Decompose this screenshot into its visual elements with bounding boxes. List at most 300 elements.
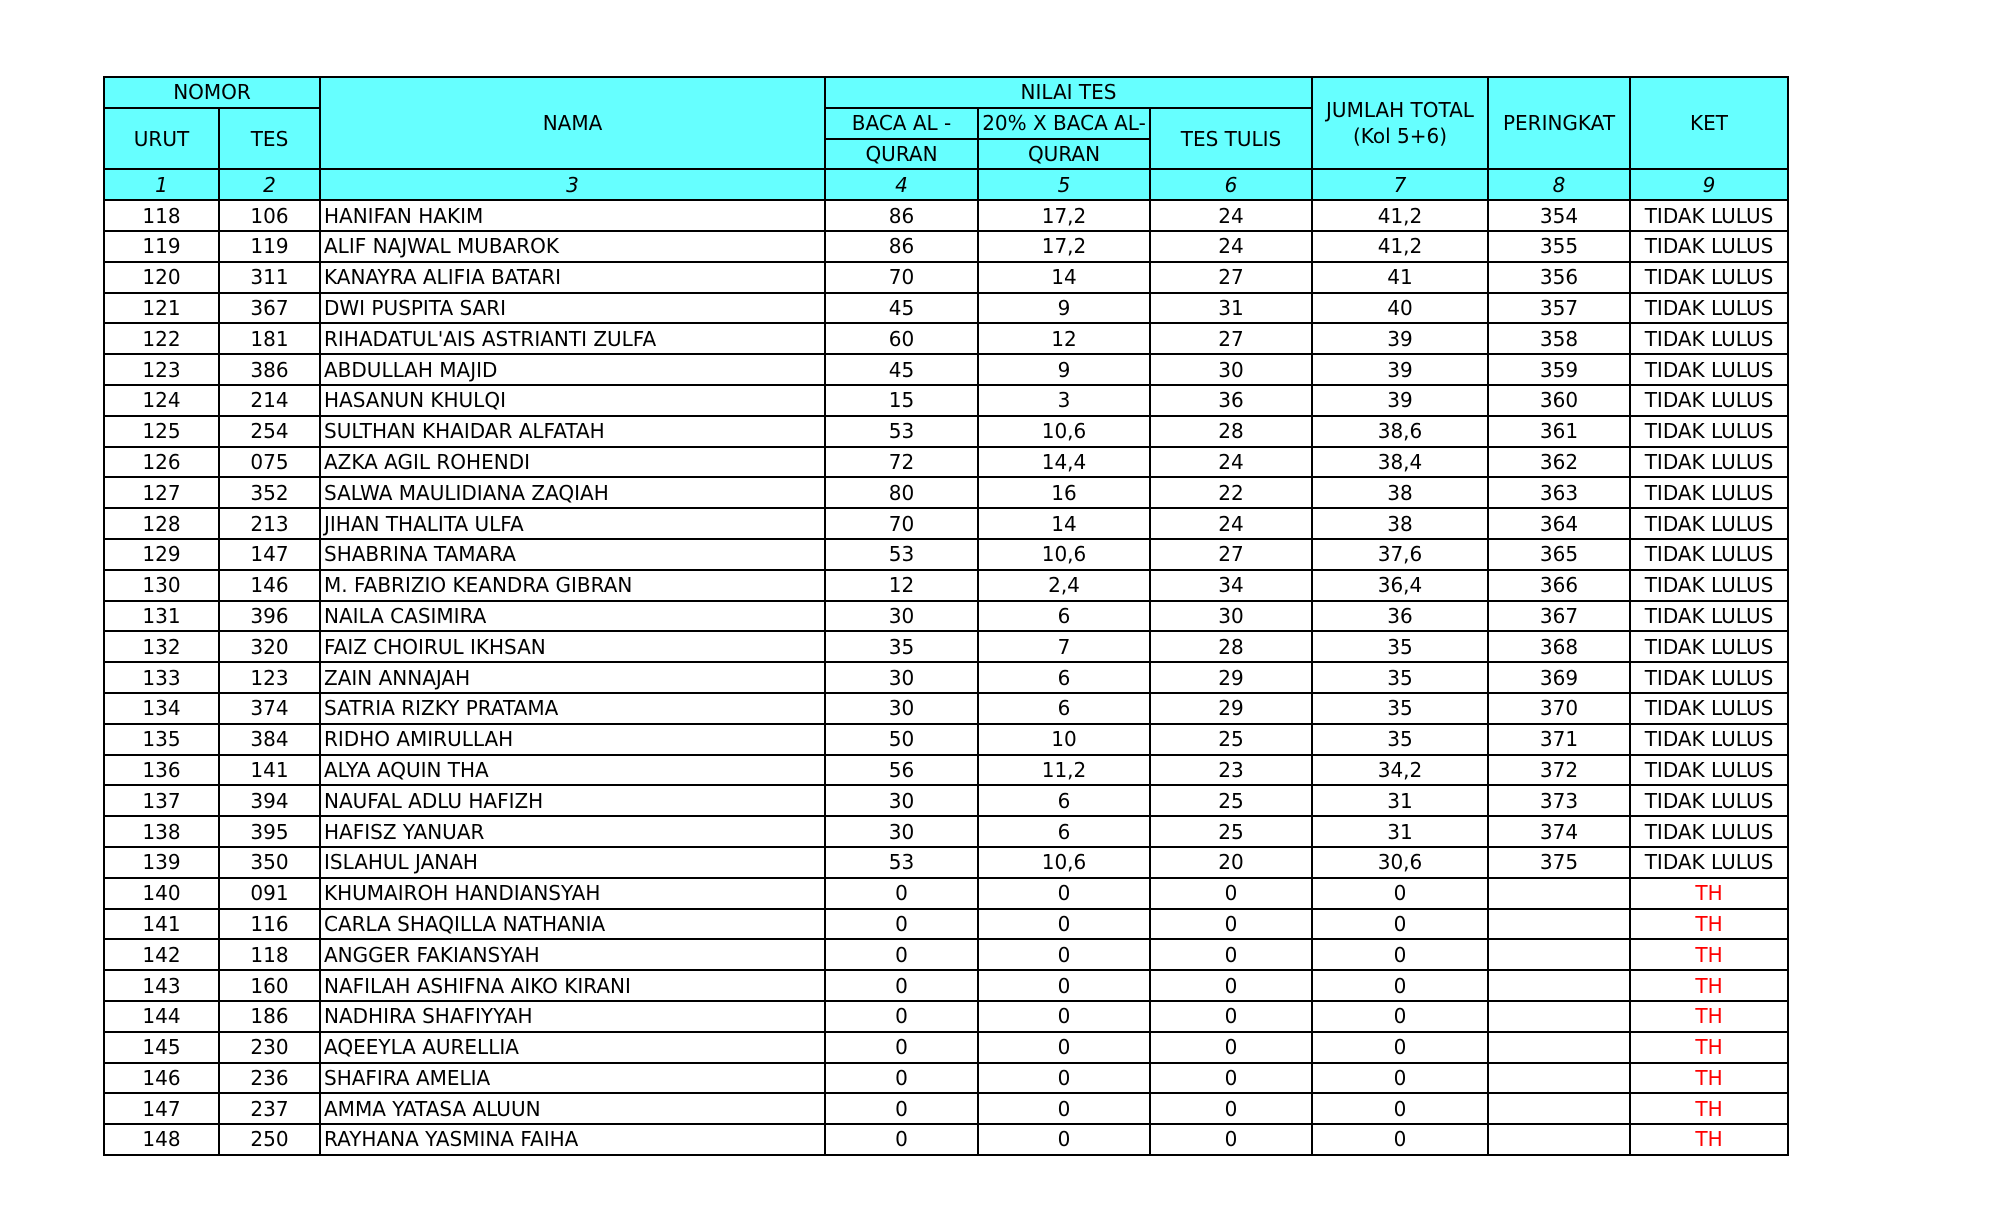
cell-nama: RIHADATUL'AIS ASTRIANTI ZULFA bbox=[320, 323, 825, 354]
cell-tes-tulis: 24 bbox=[1150, 231, 1312, 262]
col-number: 4 bbox=[825, 169, 978, 200]
cell-baca-alquran: 70 bbox=[825, 262, 978, 293]
cell-ket: TIDAK LULUS bbox=[1630, 570, 1788, 601]
cell-peringkat bbox=[1488, 1124, 1630, 1155]
cell-jumlah-total: 0 bbox=[1312, 1001, 1488, 1032]
cell-nama: RAYHANA YASMINA FAIHA bbox=[320, 1124, 825, 1155]
col-number: 6 bbox=[1150, 169, 1312, 200]
cell-tes: 386 bbox=[219, 354, 320, 385]
cell-tes-tulis: 0 bbox=[1150, 1093, 1312, 1124]
cell-ket: TIDAK LULUS bbox=[1630, 847, 1788, 878]
cell-baca-alquran: 45 bbox=[825, 354, 978, 385]
cell-nama: SHABRINA TAMARA bbox=[320, 539, 825, 570]
table-row bbox=[104, 477, 1788, 508]
cell-tes-tulis: 0 bbox=[1150, 1001, 1312, 1032]
cell-jumlah-total: 38 bbox=[1312, 477, 1488, 508]
cell-peringkat: 362 bbox=[1488, 447, 1630, 478]
cell-peringkat: 370 bbox=[1488, 693, 1630, 724]
cell-ket: TIDAK LULUS bbox=[1630, 385, 1788, 416]
cell-20pct-baca: 0 bbox=[978, 1032, 1150, 1063]
cell-tes: 186 bbox=[219, 1001, 320, 1032]
cell-nama: DWI PUSPITA SARI bbox=[320, 293, 825, 324]
cell-baca-alquran: 30 bbox=[825, 785, 978, 816]
cell-20pct-baca: 0 bbox=[978, 1063, 1150, 1094]
cell-tes: 147 bbox=[219, 539, 320, 570]
cell-tes-tulis: 0 bbox=[1150, 1032, 1312, 1063]
header-baca-line-2: QURAN bbox=[825, 139, 978, 170]
col-number: 9 bbox=[1630, 169, 1788, 200]
cell-nama: AQEEYLA AURELLIA bbox=[320, 1032, 825, 1063]
cell-ket: TIDAK LULUS bbox=[1630, 785, 1788, 816]
cell-nama: ZAIN ANNAJAH bbox=[320, 662, 825, 693]
cell-jumlah-total: 36 bbox=[1312, 601, 1488, 632]
cell-urut: 119 bbox=[104, 231, 219, 262]
cell-ket: TIDAK LULUS bbox=[1630, 631, 1788, 662]
cell-ket: TH bbox=[1630, 1063, 1788, 1094]
cell-tes-tulis: 31 bbox=[1150, 293, 1312, 324]
cell-baca-alquran: 53 bbox=[825, 847, 978, 878]
cell-nama: NADHIRA SHAFIYYAH bbox=[320, 1001, 825, 1032]
cell-ket: TH bbox=[1630, 970, 1788, 1001]
cell-nama: CARLA SHAQILLA NATHANIA bbox=[320, 909, 825, 940]
cell-peringkat: 369 bbox=[1488, 662, 1630, 693]
table-row bbox=[104, 970, 1788, 1001]
cell-baca-alquran: 30 bbox=[825, 693, 978, 724]
cell-nama: AMMA YATASA ALUUN bbox=[320, 1093, 825, 1124]
cell-tes: 236 bbox=[219, 1063, 320, 1094]
cell-urut: 129 bbox=[104, 539, 219, 570]
cell-tes-tulis: 0 bbox=[1150, 909, 1312, 940]
cell-tes-tulis: 0 bbox=[1150, 1124, 1312, 1155]
cell-peringkat: 357 bbox=[1488, 293, 1630, 324]
cell-tes-tulis: 34 bbox=[1150, 570, 1312, 601]
cell-20pct-baca: 10,6 bbox=[978, 539, 1150, 570]
cell-baca-alquran: 0 bbox=[825, 1093, 978, 1124]
header-jumlah-total bbox=[1312, 77, 1488, 169]
cell-nama: NAFILAH ASHIFNA AIKO KIRANI bbox=[320, 970, 825, 1001]
cell-baca-alquran: 45 bbox=[825, 293, 978, 324]
cell-20pct-baca: 10,6 bbox=[978, 416, 1150, 447]
cell-urut: 137 bbox=[104, 785, 219, 816]
col-number: 5 bbox=[978, 169, 1150, 200]
cell-ket: TIDAK LULUS bbox=[1630, 662, 1788, 693]
cell-urut: 127 bbox=[104, 477, 219, 508]
table-row bbox=[104, 816, 1788, 847]
cell-peringkat: 356 bbox=[1488, 262, 1630, 293]
cell-tes-tulis: 29 bbox=[1150, 693, 1312, 724]
header-tes-tulis: TES TULIS bbox=[1150, 108, 1312, 170]
cell-ket: TIDAK LULUS bbox=[1630, 724, 1788, 755]
header-pct-line-2: QURAN bbox=[978, 139, 1150, 170]
cell-baca-alquran: 30 bbox=[825, 662, 978, 693]
cell-nama: ANGGER FAKIANSYAH bbox=[320, 939, 825, 970]
cell-baca-alquran: 86 bbox=[825, 231, 978, 262]
header-ket: KET bbox=[1630, 77, 1788, 169]
cell-urut: 125 bbox=[104, 416, 219, 447]
cell-jumlah-total: 0 bbox=[1312, 878, 1488, 909]
table-row bbox=[104, 601, 1788, 632]
cell-jumlah-total: 35 bbox=[1312, 662, 1488, 693]
cell-peringkat: 355 bbox=[1488, 231, 1630, 262]
cell-baca-alquran: 0 bbox=[825, 1001, 978, 1032]
cell-nama: HAFISZ YANUAR bbox=[320, 816, 825, 847]
cell-tes: 146 bbox=[219, 570, 320, 601]
cell-jumlah-total: 38,4 bbox=[1312, 447, 1488, 478]
cell-jumlah-total: 0 bbox=[1312, 1124, 1488, 1155]
col-number: 1 bbox=[104, 169, 219, 200]
col-number: 7 bbox=[1312, 169, 1488, 200]
cell-baca-alquran: 0 bbox=[825, 909, 978, 940]
cell-tes-tulis: 29 bbox=[1150, 662, 1312, 693]
cell-20pct-baca: 16 bbox=[978, 477, 1150, 508]
cell-ket: TIDAK LULUS bbox=[1630, 416, 1788, 447]
cell-urut: 126 bbox=[104, 447, 219, 478]
cell-baca-alquran: 15 bbox=[825, 385, 978, 416]
cell-nama: ABDULLAH MAJID bbox=[320, 354, 825, 385]
cell-jumlah-total: 38 bbox=[1312, 508, 1488, 539]
cell-jumlah-total: 0 bbox=[1312, 909, 1488, 940]
cell-jumlah-total: 40 bbox=[1312, 293, 1488, 324]
results-table bbox=[103, 76, 1789, 1156]
cell-tes-tulis: 28 bbox=[1150, 416, 1312, 447]
cell-peringkat: 366 bbox=[1488, 570, 1630, 601]
cell-tes-tulis: 30 bbox=[1150, 354, 1312, 385]
cell-urut: 123 bbox=[104, 354, 219, 385]
cell-ket: TIDAK LULUS bbox=[1630, 477, 1788, 508]
cell-jumlah-total: 39 bbox=[1312, 385, 1488, 416]
cell-tes: 396 bbox=[219, 601, 320, 632]
cell-20pct-baca: 9 bbox=[978, 354, 1150, 385]
cell-tes-tulis: 0 bbox=[1150, 878, 1312, 909]
cell-peringkat bbox=[1488, 909, 1630, 940]
cell-ket: TIDAK LULUS bbox=[1630, 755, 1788, 786]
cell-ket: TIDAK LULUS bbox=[1630, 293, 1788, 324]
cell-urut: 118 bbox=[104, 200, 219, 231]
cell-peringkat: 363 bbox=[1488, 477, 1630, 508]
cell-jumlah-total: 34,2 bbox=[1312, 755, 1488, 786]
cell-jumlah-total: 0 bbox=[1312, 970, 1488, 1001]
cell-20pct-baca: 6 bbox=[978, 693, 1150, 724]
table-row bbox=[104, 693, 1788, 724]
cell-20pct-baca: 2,4 bbox=[978, 570, 1150, 601]
cell-nama: ISLAHUL JANAH bbox=[320, 847, 825, 878]
table-row bbox=[104, 631, 1788, 662]
cell-peringkat bbox=[1488, 878, 1630, 909]
cell-nama: RIDHO AMIRULLAH bbox=[320, 724, 825, 755]
cell-tes-tulis: 27 bbox=[1150, 323, 1312, 354]
cell-tes-tulis: 24 bbox=[1150, 200, 1312, 231]
cell-jumlah-total: 35 bbox=[1312, 724, 1488, 755]
cell-tes-tulis: 24 bbox=[1150, 508, 1312, 539]
cell-20pct-baca: 17,2 bbox=[978, 200, 1150, 231]
cell-tes-tulis: 28 bbox=[1150, 631, 1312, 662]
cell-urut: 140 bbox=[104, 878, 219, 909]
table-row bbox=[104, 385, 1788, 416]
cell-jumlah-total: 0 bbox=[1312, 1063, 1488, 1094]
header-baca-line-1: BACA AL - bbox=[825, 108, 978, 139]
cell-jumlah-total: 41 bbox=[1312, 262, 1488, 293]
cell-urut: 148 bbox=[104, 1124, 219, 1155]
cell-tes: 367 bbox=[219, 293, 320, 324]
cell-ket: TIDAK LULUS bbox=[1630, 601, 1788, 632]
cell-jumlah-total: 35 bbox=[1312, 693, 1488, 724]
cell-ket: TIDAK LULUS bbox=[1630, 539, 1788, 570]
cell-jumlah-total: 0 bbox=[1312, 1032, 1488, 1063]
cell-20pct-baca: 6 bbox=[978, 785, 1150, 816]
cell-jumlah-total: 31 bbox=[1312, 816, 1488, 847]
cell-baca-alquran: 56 bbox=[825, 755, 978, 786]
cell-peringkat: 361 bbox=[1488, 416, 1630, 447]
table-row bbox=[104, 539, 1788, 570]
cell-baca-alquran: 12 bbox=[825, 570, 978, 601]
cell-baca-alquran: 0 bbox=[825, 1063, 978, 1094]
table-row bbox=[104, 878, 1788, 909]
cell-ket: TH bbox=[1630, 939, 1788, 970]
cell-jumlah-total: 39 bbox=[1312, 323, 1488, 354]
cell-nama: SALWA MAULIDIANA ZAQIAH bbox=[320, 477, 825, 508]
cell-tes: 075 bbox=[219, 447, 320, 478]
cell-jumlah-total: 41,2 bbox=[1312, 200, 1488, 231]
cell-ket: TH bbox=[1630, 878, 1788, 909]
cell-urut: 120 bbox=[104, 262, 219, 293]
cell-tes: 141 bbox=[219, 755, 320, 786]
cell-peringkat: 374 bbox=[1488, 816, 1630, 847]
cell-urut: 133 bbox=[104, 662, 219, 693]
cell-tes-tulis: 25 bbox=[1150, 785, 1312, 816]
cell-urut: 130 bbox=[104, 570, 219, 601]
cell-jumlah-total: 0 bbox=[1312, 939, 1488, 970]
cell-peringkat: 373 bbox=[1488, 785, 1630, 816]
cell-tes-tulis: 0 bbox=[1150, 939, 1312, 970]
cell-ket: TIDAK LULUS bbox=[1630, 447, 1788, 478]
table-row bbox=[104, 416, 1788, 447]
table-row bbox=[104, 939, 1788, 970]
cell-nama: HANIFAN HAKIM bbox=[320, 200, 825, 231]
cell-nama: M. FABRIZIO KEANDRA GIBRAN bbox=[320, 570, 825, 601]
cell-jumlah-total: 36,4 bbox=[1312, 570, 1488, 601]
cell-20pct-baca: 14 bbox=[978, 262, 1150, 293]
cell-20pct-baca: 12 bbox=[978, 323, 1150, 354]
cell-urut: 121 bbox=[104, 293, 219, 324]
cell-baca-alquran: 72 bbox=[825, 447, 978, 478]
cell-tes: 374 bbox=[219, 693, 320, 724]
table-row bbox=[104, 231, 1788, 262]
cell-nama: NAUFAL ADLU HAFIZH bbox=[320, 785, 825, 816]
cell-baca-alquran: 30 bbox=[825, 816, 978, 847]
table-row bbox=[104, 847, 1788, 878]
cell-peringkat: 354 bbox=[1488, 200, 1630, 231]
table-row bbox=[104, 508, 1788, 539]
table-row bbox=[104, 354, 1788, 385]
cell-nama: FAIZ CHOIRUL IKHSAN bbox=[320, 631, 825, 662]
cell-peringkat: 371 bbox=[1488, 724, 1630, 755]
table-row bbox=[104, 1032, 1788, 1063]
cell-ket: TH bbox=[1630, 909, 1788, 940]
cell-tes-tulis: 25 bbox=[1150, 724, 1312, 755]
column-number-row bbox=[104, 169, 1788, 200]
cell-tes-tulis: 0 bbox=[1150, 970, 1312, 1001]
cell-nama: KANAYRA ALIFIA BATARI bbox=[320, 262, 825, 293]
cell-peringkat: 360 bbox=[1488, 385, 1630, 416]
cell-ket: TH bbox=[1630, 1032, 1788, 1063]
cell-jumlah-total: 35 bbox=[1312, 631, 1488, 662]
table-row bbox=[104, 785, 1788, 816]
header-pct-line-1: 20% X BACA AL- bbox=[978, 108, 1150, 139]
cell-peringkat: 367 bbox=[1488, 601, 1630, 632]
cell-ket: TIDAK LULUS bbox=[1630, 816, 1788, 847]
cell-tes-tulis: 23 bbox=[1150, 755, 1312, 786]
cell-urut: 124 bbox=[104, 385, 219, 416]
table-row bbox=[104, 323, 1788, 354]
cell-baca-alquran: 0 bbox=[825, 1124, 978, 1155]
cell-baca-alquran: 60 bbox=[825, 323, 978, 354]
cell-peringkat: 375 bbox=[1488, 847, 1630, 878]
cell-tes-tulis: 22 bbox=[1150, 477, 1312, 508]
cell-20pct-baca: 14,4 bbox=[978, 447, 1150, 478]
table-row bbox=[104, 909, 1788, 940]
cell-peringkat: 372 bbox=[1488, 755, 1630, 786]
cell-baca-alquran: 53 bbox=[825, 539, 978, 570]
cell-peringkat bbox=[1488, 1093, 1630, 1124]
cell-tes: 394 bbox=[219, 785, 320, 816]
cell-nama: SULTHAN KHAIDAR ALFATAH bbox=[320, 416, 825, 447]
cell-tes: 106 bbox=[219, 200, 320, 231]
cell-peringkat: 368 bbox=[1488, 631, 1630, 662]
cell-ket: TIDAK LULUS bbox=[1630, 262, 1788, 293]
cell-nama: HASANUN KHULQI bbox=[320, 385, 825, 416]
cell-20pct-baca: 0 bbox=[978, 1124, 1150, 1155]
cell-jumlah-total: 31 bbox=[1312, 785, 1488, 816]
col-number: 2 bbox=[219, 169, 320, 200]
cell-baca-alquran: 0 bbox=[825, 970, 978, 1001]
cell-baca-alquran: 86 bbox=[825, 200, 978, 231]
table-row bbox=[104, 662, 1788, 693]
cell-tes: 230 bbox=[219, 1032, 320, 1063]
cell-tes-tulis: 20 bbox=[1150, 847, 1312, 878]
table-row bbox=[104, 1124, 1788, 1155]
cell-tes: 091 bbox=[219, 878, 320, 909]
cell-tes-tulis: 24 bbox=[1150, 447, 1312, 478]
cell-urut: 144 bbox=[104, 1001, 219, 1032]
cell-peringkat bbox=[1488, 939, 1630, 970]
cell-ket: TIDAK LULUS bbox=[1630, 693, 1788, 724]
table-row bbox=[104, 1093, 1788, 1124]
cell-nama: KHUMAIROH HANDIANSYAH bbox=[320, 878, 825, 909]
cell-ket: TH bbox=[1630, 1001, 1788, 1032]
cell-20pct-baca: 17,2 bbox=[978, 231, 1150, 262]
cell-peringkat bbox=[1488, 970, 1630, 1001]
col-number: 3 bbox=[320, 169, 825, 200]
cell-20pct-baca: 9 bbox=[978, 293, 1150, 324]
cell-baca-alquran: 0 bbox=[825, 1032, 978, 1063]
cell-peringkat: 364 bbox=[1488, 508, 1630, 539]
cell-nama: ALIF NAJWAL MUBAROK bbox=[320, 231, 825, 262]
table-row bbox=[104, 1063, 1788, 1094]
table-row bbox=[104, 447, 1788, 478]
cell-urut: 139 bbox=[104, 847, 219, 878]
cell-nama: NAILA CASIMIRA bbox=[320, 601, 825, 632]
cell-peringkat bbox=[1488, 1001, 1630, 1032]
cell-20pct-baca: 0 bbox=[978, 970, 1150, 1001]
cell-tes: 213 bbox=[219, 508, 320, 539]
cell-urut: 141 bbox=[104, 909, 219, 940]
cell-urut: 134 bbox=[104, 693, 219, 724]
cell-ket: TH bbox=[1630, 1093, 1788, 1124]
cell-baca-alquran: 0 bbox=[825, 939, 978, 970]
cell-tes: 119 bbox=[219, 231, 320, 262]
cell-urut: 122 bbox=[104, 323, 219, 354]
cell-20pct-baca: 6 bbox=[978, 601, 1150, 632]
cell-tes: 311 bbox=[219, 262, 320, 293]
cell-baca-alquran: 53 bbox=[825, 416, 978, 447]
cell-jumlah-total: 41,2 bbox=[1312, 231, 1488, 262]
cell-tes: 116 bbox=[219, 909, 320, 940]
cell-tes-tulis: 36 bbox=[1150, 385, 1312, 416]
cell-baca-alquran: 30 bbox=[825, 601, 978, 632]
cell-tes: 350 bbox=[219, 847, 320, 878]
cell-jumlah-total: 38,6 bbox=[1312, 416, 1488, 447]
cell-20pct-baca: 11,2 bbox=[978, 755, 1150, 786]
cell-nama: ALYA AQUIN THA bbox=[320, 755, 825, 786]
cell-peringkat: 359 bbox=[1488, 354, 1630, 385]
cell-peringkat bbox=[1488, 1063, 1630, 1094]
cell-urut: 138 bbox=[104, 816, 219, 847]
cell-ket: TIDAK LULUS bbox=[1630, 231, 1788, 262]
cell-ket: TIDAK LULUS bbox=[1630, 200, 1788, 231]
cell-20pct-baca: 3 bbox=[978, 385, 1150, 416]
cell-nama: JIHAN THALITA ULFA bbox=[320, 508, 825, 539]
table-row bbox=[104, 293, 1788, 324]
cell-nama: AZKA AGIL ROHENDI bbox=[320, 447, 825, 478]
cell-baca-alquran: 50 bbox=[825, 724, 978, 755]
cell-urut: 136 bbox=[104, 755, 219, 786]
cell-ket: TIDAK LULUS bbox=[1630, 508, 1788, 539]
cell-peringkat: 365 bbox=[1488, 539, 1630, 570]
header-nomor: NOMOR bbox=[104, 77, 320, 108]
cell-tes: 320 bbox=[219, 631, 320, 662]
cell-tes: 214 bbox=[219, 385, 320, 416]
cell-20pct-baca: 6 bbox=[978, 662, 1150, 693]
cell-tes: 123 bbox=[219, 662, 320, 693]
table-body bbox=[104, 200, 1788, 1155]
header-jumlah-line-2: (Kol 5+6) bbox=[1352, 124, 1448, 149]
cell-ket: TIDAK LULUS bbox=[1630, 354, 1788, 385]
cell-tes-tulis: 27 bbox=[1150, 539, 1312, 570]
cell-20pct-baca: 0 bbox=[978, 939, 1150, 970]
cell-20pct-baca: 10 bbox=[978, 724, 1150, 755]
cell-jumlah-total: 39 bbox=[1312, 354, 1488, 385]
header-jumlah-line-1: JUMLAH TOTAL bbox=[1326, 98, 1474, 123]
cell-20pct-baca: 0 bbox=[978, 1093, 1150, 1124]
cell-tes-tulis: 30 bbox=[1150, 601, 1312, 632]
cell-urut: 142 bbox=[104, 939, 219, 970]
cell-jumlah-total: 37,6 bbox=[1312, 539, 1488, 570]
cell-ket: TH bbox=[1630, 1124, 1788, 1155]
cell-baca-alquran: 70 bbox=[825, 508, 978, 539]
cell-nama: SHAFIRA AMELIA bbox=[320, 1063, 825, 1094]
cell-tes: 250 bbox=[219, 1124, 320, 1155]
cell-20pct-baca: 0 bbox=[978, 1001, 1150, 1032]
cell-urut: 128 bbox=[104, 508, 219, 539]
cell-baca-alquran: 0 bbox=[825, 878, 978, 909]
cell-tes: 254 bbox=[219, 416, 320, 447]
cell-peringkat: 358 bbox=[1488, 323, 1630, 354]
cell-urut: 131 bbox=[104, 601, 219, 632]
cell-peringkat bbox=[1488, 1032, 1630, 1063]
header-peringkat: PERINGKAT bbox=[1488, 77, 1630, 169]
cell-urut: 132 bbox=[104, 631, 219, 662]
table-row bbox=[104, 1001, 1788, 1032]
